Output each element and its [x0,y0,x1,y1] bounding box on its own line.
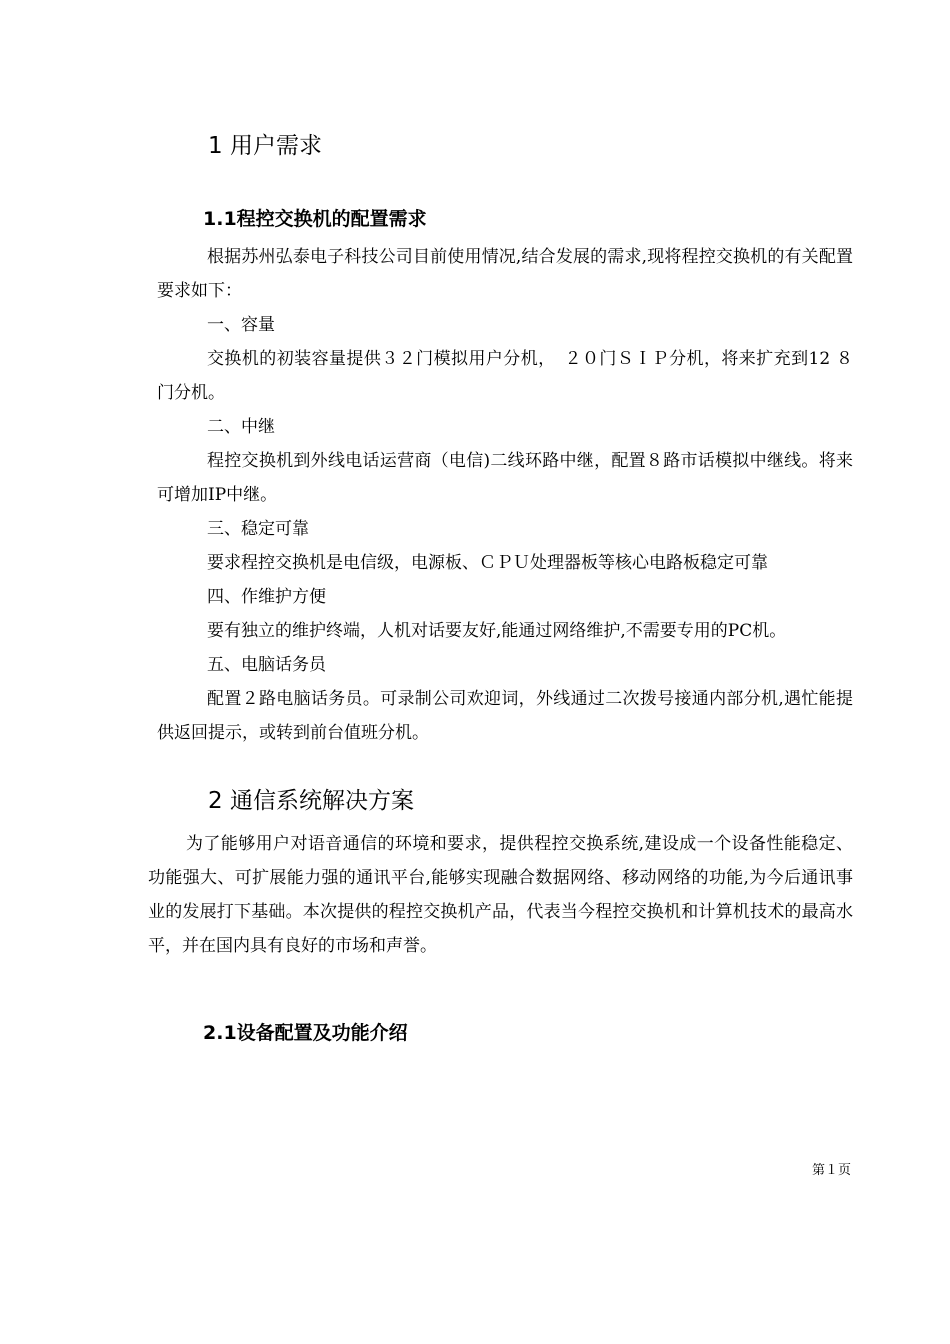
section-1-1-heading: 1.1程控交换机的配置需求 [203,208,427,230]
item-body-operator: 配置２路电脑话务员。可录制公司欢迎词，外线通过二次拨号接通内部分机,遇忙能提供返回提示，或转到前台值班分机。 [157,689,853,743]
item-title-reliability: 三、稳定可靠 [207,519,309,539]
section-2-heading: 2 通信系统解决方案 [208,788,414,814]
section-2-1-heading: 2.1设备配置及功能介绍 [203,1022,408,1044]
item-body-capacity: 交换机的初装容量提供３２门模拟用户分机， ２０门ＳＩＰ分机，将来扩充到12 ８门分机。 [157,349,853,403]
section-2-body: 为了能够用户对语音通信的环境和要求，提供程控交换系统,建设成一个设备性能稳定、功能强大、可扩展能力强的通讯平台,能够实现融合数据网络、移动网络的功能,为今后通讯事业的发展打下基础。本次提供的程控交换机产品，代表当今程控交换机和计算机技术的最高水平，并在国内具有良好的市场和声誉。 [148,834,853,956]
page-number: 第１页 [811,1163,851,1178]
item-body-maintenance: 要有独立的维护终端，人机对话要友好,能通过网络维护,不需要专用的PC机。 [207,621,787,641]
item-title-capacity: 一、容量 [207,315,275,335]
section-1-heading: 1 用户需求 [208,133,322,159]
item-body-reliability: 要求程控交换机是电信级，电源板、ＣＰＵ处理器板等核心电路板稳定可靠 [207,553,768,573]
item-title-maintenance: 四、作维护方便 [207,587,326,607]
item-title-trunk: 二、中继 [207,417,275,437]
section-1-1-intro: 根据苏州弘泰电子科技公司目前使用情况,结合发展的需求,现将程控交换机的有关配置要求如下： [157,247,853,301]
item-title-operator: 五、电脑话务员 [207,655,326,675]
item-body-trunk: 程控交换机到外线电话运营商（电信)二线环路中继，配置８路市话模拟中继线。将来可增加IP中继。 [157,451,853,505]
